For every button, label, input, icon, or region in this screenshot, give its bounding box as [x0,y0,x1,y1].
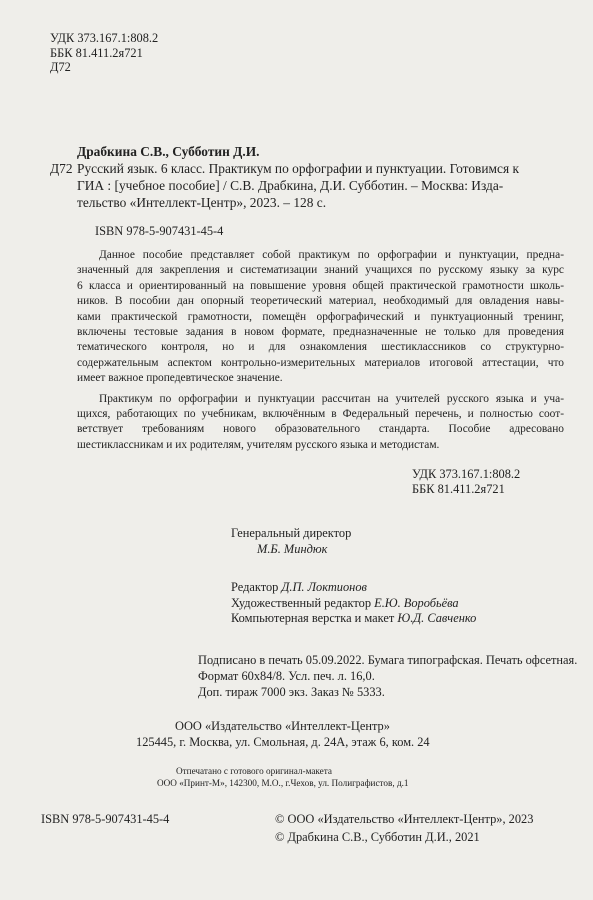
annotation-line: имеет важное пропедевтическое значение. [77,372,283,385]
layout-credit [231,611,476,627]
annotation-line: включены тестовые задания в новом формате, предназначенные не только для проведения [77,325,564,338]
annotation-line: значенный для закрепления и систематизации знаний учащихся по русскому языку за курс [77,264,564,277]
udk-code: УДК 373.167.1:808.2 [412,467,521,481]
printer-block [157,766,409,790]
editor-credit [231,580,476,596]
description-line: ГИА : [учебное пособие] / С.В. Драбкина, Д.И. Субботин. – Москва: Изда- [77,178,504,193]
annotation [77,248,564,453]
author-sign: Д72 [50,161,73,176]
layout-name: Ю.Д. Савченко [397,611,477,626]
print-run-line: Доп. тираж 7000 экз. Заказ № 5333. [198,684,385,699]
description-line: Русский язык. 6 класс. Практикум по орфографии и пунктуации. Готовимся к [77,161,519,176]
bbk-code: ББК 81.411.2я721 [50,45,143,60]
publisher-block [136,719,430,751]
annotation-line: Данное пособие представляет собой практикум по орфографии и пунктуации, предна- [99,249,564,261]
layout-label: Компьютерная верстка и макет [231,611,395,626]
annotation-line: ветствует требованиям нового образовательного стандарта. Пособие адресовано [77,423,564,436]
editor-label: Редактор [231,580,279,594]
udk-block-top [50,31,158,75]
art-editor-credit [231,596,476,612]
udk-code: УДК 373.167.1:808.2 [50,31,159,45]
format-line: Формат 60х84/8. Усл. печ. л. 16,0. [198,668,375,683]
art-editor-label: Художественный редактор [231,595,372,610]
authors: Драбкина С.В., Субботин Д.И. [77,144,260,159]
author-sign: Д72 [50,60,71,74]
udk-block-bottom [412,467,520,496]
publisher-address: 125445, г. Москва, ул. Смольная, д. 24А, этаж 6, ком. 24 [136,735,430,749]
annotation-line: щихся, работающих по учебникам, включённым в Федеральный перечень, и полностью соот- [77,407,564,420]
publisher-name: ООО «Издательство «Интеллект-Центр» [175,719,390,733]
annotation-line: содержательным аспектом контрольно-измерительных материалов итоговой аттестации, что [77,356,564,369]
description-line: тельство «Интеллект-Центр», 2023. – 128 с. [77,195,327,210]
director-title: Генеральный директор [231,526,352,540]
copyright-block [275,812,533,848]
annotation-line: тематического контроля, но и для ознакомления шестиклассников со структурно- [77,341,564,354]
art-editor-name: Е.Ю. Воробьёва [374,595,459,610]
print-date-line: Подписано в печать 05.09.2022. Бумага типографская. Печать офсетная. [198,653,578,667]
print-info [198,653,577,700]
director-block [231,526,351,557]
isbn-footer: ISBN 978-5-907431-45-4 [41,812,170,826]
editor-name: Д.П. Локтионов [281,580,367,594]
annotation-line: ками практической грамотности, помещён орфографический и пунктуационный тренинг, [77,310,564,323]
isbn: ISBN 978-5-907431-45-4 [95,224,224,238]
bbk-code: ББК 81.411.2я721 [412,481,505,496]
credits-block [231,580,476,627]
annotation-line: ников. В пособии дан опорный теоретический материал, необходимый для овладения навы- [77,295,564,308]
printer-address: ООО «Принт-М», 142300, М.О., г.Чехов, ул. Полиграфистов, д.1 [157,778,409,788]
annotation-line: Практикум по орфографии и пунктуации рассчитан на учителей русского языка и уча- [99,392,564,405]
director-name: М.Б. Миндюк [257,541,328,556]
copyright-publisher: © ООО «Издательство «Интеллект-Центр», 2023 [275,812,534,826]
annotation-line: 6 класса и ориентированный на повышение уровня общей практической грамотности школь- [77,279,564,292]
copyright-authors: © Драбкина С.В., Субботин Д.И., 2021 [275,830,480,844]
annotation-line: шестиклассникам и их родителям, учителям русского языка и методистам. [77,438,440,451]
printer-line: Отпечатано с готового оригинал-макета [176,766,332,776]
